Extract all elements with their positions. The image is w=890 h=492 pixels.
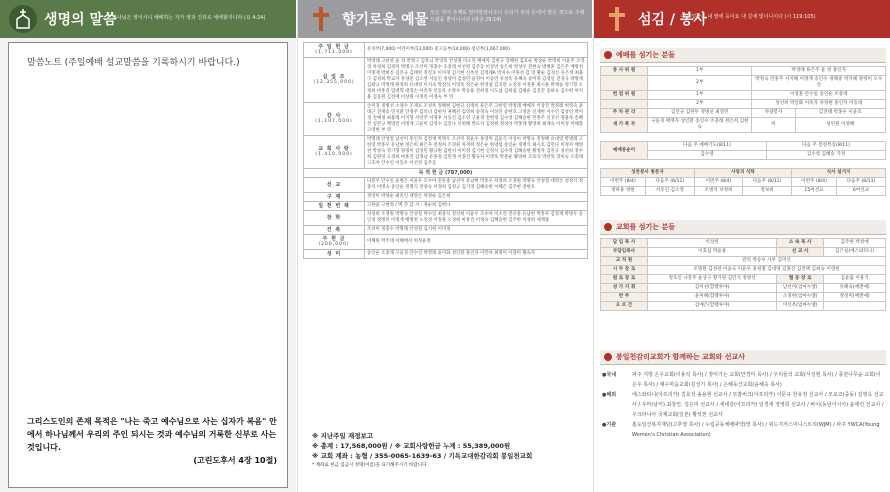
church-cell: 원 로 장 로: [601, 275, 648, 284]
church-row: [601, 293, 886, 302]
church-cell: 소 속 목 사: [777, 239, 824, 248]
offering-category-label: 십 일 조: [322, 74, 346, 80]
prayer-head-row: [601, 142, 886, 151]
worship-cell: 성민원 이영혜: [795, 118, 885, 133]
offering-category: [304, 136, 365, 169]
offering-names: 정영미 박성순 최옥인 대영손 차정순 김은희: [365, 193, 588, 202]
church-cell: 소경현(임마누엘): [777, 293, 824, 302]
mission-row: [602, 420, 884, 440]
worship-cell: 구윤경 배재자 성인환 송인수 조충래 정은희 김현숙: [648, 118, 752, 133]
finance-prev-label: ※ 지난주일 재정보고: [312, 432, 374, 440]
church-cell: 오 르 간: [601, 302, 648, 311]
worship-cell: 차량봉사: [752, 109, 795, 118]
prayer-table: [600, 141, 886, 160]
church-account: ※ 교회 계좌 : 농협 / 355-0065-1639-63 / 기독교대한감리회 봉일천교회: [312, 452, 533, 460]
offering-row: [304, 235, 588, 250]
offering-panel: [297, 0, 592, 492]
cross-icon: [306, 4, 336, 34]
offering-row: [304, 103, 588, 136]
offering-category: [304, 103, 365, 136]
worship-cell: 2부: [648, 76, 752, 91]
worship-cell: 김진태 박홍우 이윤호: [795, 109, 885, 118]
offering-row: [304, 193, 588, 202]
section-missions-title: 봉일천감리교회가 함께하는 교회와 선교사: [616, 353, 746, 361]
offering-title: 향기로운 예물: [342, 12, 429, 28]
section-bullet-icon: [604, 51, 612, 59]
offering-category: 목 적 헌 금: [418, 170, 444, 176]
church-cell: [824, 302, 886, 311]
offering-names: 차경희 조경원 박명숙 안성철 박수일 최홍석 정선희 이윤우 조수아 이소연 전유중 유남현 박홍우 김정재 박명우 송인경 정병선 이명재 배병천 노진경 이정훈 오경희 마홍진 이정숙 김혜승현 김주현 이경희 세계중: [365, 211, 588, 226]
offering-row: [304, 169, 588, 178]
offering-names: 이혜원 박주대 서혜에서 허정윤정: [365, 235, 588, 250]
cross-icon: [602, 4, 632, 34]
shift-val-row: [601, 187, 886, 196]
word-of-life-header: [0, 0, 296, 38]
offering-section-header: [304, 169, 588, 178]
worship-cell: 1부: [648, 67, 752, 76]
shift-val: 정하용 정현: [601, 187, 646, 196]
worship-row: [601, 76, 886, 91]
offering-amount: (1,711,000): [315, 50, 353, 55]
shift-val: 정보희: [743, 187, 792, 196]
worship-row: [601, 109, 886, 118]
word-of-life-panel: [0, 0, 296, 492]
worship-cell: 새 가 족 부: [601, 118, 648, 133]
offering-category: [304, 58, 365, 103]
service-subtitle: 주의 얼굴은 내 발에 등이요 내 길에 빛이니이다 (시 119:105): [680, 14, 816, 20]
worship-cell: 미: [752, 118, 795, 133]
shift-date: 이번주 (8/4): [601, 178, 646, 187]
offering-amount: (12,355,000): [313, 80, 355, 85]
mission-entries: 에스와티니(아프리카) 김효성 송용현 선교사 / 모잠비크(아프리카) 이문규 한유정 선교사 / 모로코(중동) 김영옥 선교사 / 우마(남미) 최창린, 김은미 선교사 / 세네갈(아프리카) 임경세 정영희 선교사 / 바이(동남아시아) 윤에린 선교사 / 우크라니아 국제교회(일본) 황석천 선교사: [632, 392, 884, 418]
section-church-servers: [600, 220, 886, 235]
closing-verse-ref: (고린도후서 4장 10절): [193, 456, 277, 465]
church-cell: 이선옥(임마누엘): [777, 302, 824, 311]
offering-names: 나봉주 안수일 윤병은 이윤우 조수아 전유중 남선미 유남현 박홍우 차경희 조경원 박명숙 안성철 대영손 성정식 정충석 이명숙 송인순 정명식 전양숙 이경희 김정규 김기영 김혜승현 이혜은 김주현 전현호: [365, 178, 588, 193]
offering-row: [304, 58, 588, 103]
sermon-note-title: 말씀노트 (주일예배 설교말씀을 기록하시기 바랍니다.): [27, 58, 240, 68]
offering-category: [304, 250, 365, 259]
church-cell: 김예은(할렐루야): [648, 302, 777, 311]
shift-head: 성찬봉사 방문자: [601, 169, 695, 178]
worship-row: [601, 100, 886, 109]
worship-cell: [601, 100, 648, 109]
church-row: [601, 275, 886, 284]
prayer-label: 예배봉순이: [601, 142, 648, 160]
offering-amount: (787,000): [444, 170, 473, 176]
mission-category: ●해외: [602, 392, 617, 398]
shift-head: 사랑의 식탁: [694, 169, 791, 178]
church-cell: 김주현 박정애: [824, 239, 886, 248]
offering-category-label: 장 학: [326, 215, 342, 221]
worship-cell: 성선희 박연화 이옥자 차정현 홍인자 이동대: [752, 100, 886, 109]
offering-category: [304, 211, 365, 226]
prayer-head: 다음 주 봉헌특송(8/11): [767, 142, 886, 151]
offering-row: [304, 250, 588, 259]
offering-row: [304, 178, 588, 193]
offering-category: [304, 43, 365, 58]
service-header: [594, 0, 890, 38]
offering-names: 송인순 조충래 구윤경 안수일 박명래 윤미화 성인환 홍인자 이민아 최정미 이영미 황숙자: [365, 250, 588, 259]
worship-cell: 헌 컵 위 원: [601, 91, 648, 100]
worship-row: [601, 118, 886, 133]
offering-header: [298, 0, 592, 38]
offering-names: 고한윤 고현정 / 맥 추 감 사 : 권순희 김현나: [365, 202, 588, 211]
church-cell: 반 주: [601, 293, 648, 302]
mission-category: ●기관: [602, 422, 617, 428]
worship-cell: 주 차 관 리: [601, 109, 648, 118]
offering-subtitle: 모든 것이 주께로 말미암았사오니 우리가 주의 손에서 받은 것으로 주께 드렸을 뿐이니이다 (대상 29:14): [430, 10, 585, 23]
closing-verse-text: 그리스도인의 존재 목적은 "나는 죽고 예수님으로 사는 십자가 복음" 안에서 하나님께서 우리의 주인 되시는 것과 예수님의 거룩한 신부로 사는 것입니다.: [27, 417, 277, 452]
section-church-servers-title: 교회를 섬기는 분들: [616, 223, 675, 231]
church-cell: 이상빈: [648, 239, 777, 248]
offering-table: [303, 42, 588, 259]
shift-date-row: [601, 178, 886, 187]
offering-row: [304, 226, 588, 235]
church-cell: 선 교 사: [777, 248, 824, 257]
offering-names: 손미경 정병선 소양수 조재포 조성옥 정혜현 김현규 신재옥 류은주 고한영 박정래 배예자 이상진 박정례 허영숙 윤대근 전재승 민지환 안정주 김옥녀 김현자 권혜선 김영희 송정숙 이상연 송현호 고영준 신재현 이수연 김상인 박미경 진예정 최용래 이지형 서연주 서정후 서동진 김소영 구윤경 전현정 김수영 김혜승현 민홍주 신귀선 정용욱 송혜선 심만규 백영민 이명재 고윤미 김영수 김진나 신현해 박도자 김정원 정성아 박홍래 황영희 최재숙 이미경 이해향 고영현 부 영: [365, 103, 588, 136]
worship-cell: 1부: [648, 91, 752, 100]
offering-category-label: 주 일 헌 금: [318, 44, 350, 50]
offering-row: [304, 211, 588, 226]
prayer-val: 김수영: [648, 151, 767, 160]
closing-verse: [27, 415, 277, 467]
shift-val: 6여선교: [836, 187, 885, 196]
shift-head-row: [601, 169, 886, 178]
offering-row: [304, 43, 588, 58]
church-row: [601, 257, 886, 266]
church-cell: 시 무 장 로: [601, 266, 648, 275]
offering-category-label: 성 미: [326, 251, 342, 257]
word-of-life-title: 생명의 말씀: [44, 12, 117, 28]
offering-category: [304, 193, 365, 202]
offering-names: 박명래 안성철 남선미 홍인자 김정재 박명우 조선미 정윤수 홍영미 김윤식 이상이 박명숙 전정혜 유대영 박명례 고한영 박홍우 유남현 정은희 최은자 전정희 조경원 차경희 정은순 한영섭 송인순 정명식 최시호 김민나 이정자 배병천 박창숙 정기형 양정미 김영민 황규원 김현서 이미정 김기현 신정석 김수영 김혜승현 황정자 김흥규 성선희 정수희 김원영 오경희 마홍진 김정남 유홍정 김민재 이종진 황숙자 이병호 박봉순 황양희 조효석 박찬혁 장미숙 조충래 고호아 안수일 이동우 이선영 김주동: [365, 136, 588, 169]
church-cell: 남선미(임마누엘): [777, 284, 824, 293]
section-worship-servers: [600, 48, 886, 63]
finance-summary: [312, 431, 582, 471]
church-icon: [8, 4, 38, 34]
prayer-val: 김수영 김혜승 가정: [767, 151, 886, 160]
shift-date: 이번주 (8/4): [792, 178, 837, 187]
church-servers-table: [600, 238, 886, 311]
service-title: 섬김 / 봉사: [638, 12, 707, 28]
mission-entries: 홈도일산복지재단(고추영 목사) / 누림공동체배따약(망 목사) / 위드지저스미니스트리(WJM) / 파주 YWCA(Young Women's Christian Association): [632, 422, 880, 438]
offering-category-label: 건 축: [326, 227, 342, 233]
church-cell: 조명원 김성관 이윤숙 이윤우 홍성철 김대영 김종진 김진택 김희숙 이영헌: [648, 266, 886, 275]
offering-names: 유치부(7,000) 어린이부(13,000) 중고등부(14,000) 청년부(1,667,000): [365, 43, 588, 58]
church-row: [601, 266, 886, 275]
offering-category: [304, 202, 365, 211]
offering-category-label: 교 회 사 랑: [318, 146, 350, 152]
church-cell: 윤미혜(할렐루야): [648, 293, 777, 302]
worship-cell: [601, 76, 648, 91]
church-cell: 담 임 목 사: [601, 239, 648, 248]
word-of-life-subtitle: 하나님은 영이시니 예배하는 자가 영과 진리로 예배할지니라 (요 4:24): [112, 15, 266, 21]
church-row: [601, 239, 886, 248]
shift-table: [600, 168, 886, 196]
shift-date: 다음주 (8/11): [836, 178, 885, 187]
shift-date: 이번주 (8/4): [694, 178, 742, 187]
offering-row: [304, 136, 588, 169]
offering-amount: (200,000): [318, 242, 350, 247]
section-bullet-icon: [604, 353, 612, 361]
shift-val: 서동인 김소영: [645, 187, 694, 196]
section-worship-servers-title: 예배를 섬기는 분들: [616, 51, 675, 59]
offering-category-label: 선 교: [326, 182, 342, 188]
shift-val: 조병석 차정희: [694, 187, 742, 196]
service-panel: [593, 0, 890, 492]
mission-entries: 파주 지방 은우교회(이용석 목사) / 장미가는 교회(안경미 목사) / 우리들의 교회(서성현 목사) / 풍천나무숲 교회(이은우 목사) / 예수마음교회(김성기 목사) / 은혜동산교회(윤혜숙 목사): [632, 372, 881, 388]
church-cell: 김미선(할렐루야): [648, 284, 777, 293]
prayer-head: 다음 주 예배기도(8/11): [648, 142, 767, 151]
church-cell: 부담임목사: [601, 248, 648, 257]
offering-category: [304, 226, 365, 235]
offering-category: [304, 178, 365, 193]
worship-row: [601, 67, 886, 76]
worship-cell: 봉 사 위 원: [601, 67, 648, 76]
worship-cell: 김진규 김한두 정병선 최영민: [648, 109, 752, 118]
worship-cell: 2부: [648, 100, 752, 109]
offering-names: 조선미 정충수 박명래 안성철 김기현 이미정: [365, 226, 588, 235]
offering-category-label: 주 현 금: [322, 236, 346, 242]
mission-list: [602, 370, 884, 440]
church-cell: 이효섭 박윤홍: [648, 248, 777, 257]
mission-row: [602, 390, 884, 420]
offering-category: [304, 235, 365, 250]
offering-amount: (1,410,000): [315, 152, 353, 157]
church-row: [601, 284, 886, 293]
worship-servers-table: [600, 66, 886, 133]
offering-category-label: 감 사: [326, 113, 342, 119]
offering-names: 박영래 고한영 윤 정 박병구 김옥녀 박영옥 안성철 이소연 배예자 김현규 장혜현 김호순 박상순 박명희 이윤주 조영경 차경희 김정미 박명구 조선미 정충수 조충래 이선영 김주동 이상연 송은희 박성우 전현숙 방병훈 김은주 배병천 이명재 박희진 김흥규 김태현 정진호 이미정 김기현 신옥선 김정래A 박지수 이원선 김 영 황순 김경신 유은정 최용구 김경희 박교자 유양준 김소영 서동인 정영미 김정민 윤정아 이승민 유성옥 유혜숙 송미정 김영일 전경규 박명재 김광규 박정래 원정희 유대영 이지숙 박진석 이영옥 정은순 한영섭 김귀란 노진경 이정훈 최시훈 박재승 정기형 오정희 마홍진 염대혁 대영손 이옥자 신동록 소양수 박승용 전희정 이도섭 김희섭 김평순 김진진 송하숙 김수현 허지용 김동원 김진애 이상원 이정옥 이경숙 부 영: [365, 58, 588, 103]
offering-row: [304, 202, 588, 211]
mission-row: [602, 370, 884, 390]
worship-cell: 박정숙 민홍주 서지혜 이명재 송인수 정해중 박지혜 양정미 오수연: [752, 76, 886, 91]
church-cell: 교 직 원: [601, 257, 648, 266]
church-cell: 김은실(에스와티니): [824, 248, 886, 257]
shift-head: 식사 설거지: [792, 169, 886, 178]
shift-val: 15여선교: [792, 187, 837, 196]
church-cell: 정호인 나봉주 윤상구 황기원 김민식 정병선: [648, 275, 777, 284]
church-cell: 유혜숙(예앤애): [824, 284, 886, 293]
section-bullet-icon: [604, 223, 612, 231]
shift-date: 다음주 (8/11): [743, 178, 792, 187]
church-row: [601, 302, 886, 311]
church-cell: 성 가 지 휘: [601, 284, 648, 293]
worship-cell: 박영래 류은주 윤 정 홍인자: [752, 67, 886, 76]
worship-row: [601, 91, 886, 100]
sermon-note-box[interactable]: [8, 42, 288, 488]
church-cell: 김윤출 이홍기: [824, 275, 886, 284]
offering-amount: (1,107,000): [315, 119, 353, 124]
section-missions: [600, 350, 886, 365]
worship-cell: 이정훈 안수일 송인순 조충래: [752, 91, 886, 100]
account-note: * 계좌로 헌금 입금시 성명(이름)을 표기해주시기 바랍니다.: [312, 463, 428, 468]
church-cell: 정성미(예앤애): [824, 293, 886, 302]
church-cell: 관리 박승우 사무 김미선: [648, 257, 886, 266]
shift-date: 다음주 (8/11): [645, 178, 694, 187]
finance-total: ※ 총계 : 17,568,000원 / ※ 교회사랑헌금 누계 : 55,389,000원: [312, 442, 511, 450]
church-cell: 협 동 장 로: [777, 275, 824, 284]
mission-category: ●국내: [602, 372, 617, 378]
church-row: [601, 248, 886, 257]
offering-category-label: 구 제: [326, 194, 342, 200]
offering-category-label: 일 천 번 제: [318, 203, 350, 209]
